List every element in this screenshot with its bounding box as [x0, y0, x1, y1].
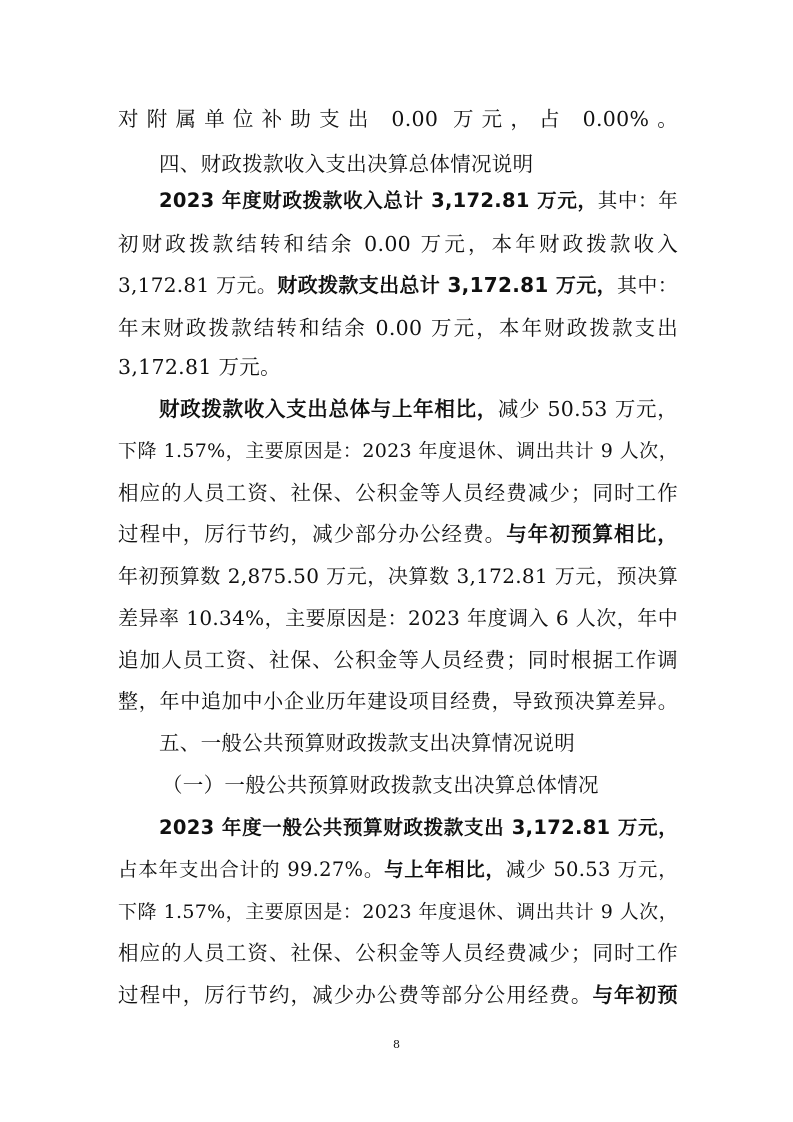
- paragraph-line: 2023 年度财政拨款收入总计 3,172.81 万元，其中：年: [159, 189, 678, 212]
- paragraph-line: 整，年中追加中小企业历年建设项目经费，导致预决算差异。: [118, 689, 678, 713]
- paragraph-line: 相应的人员工资、社保、公积金等人员经费减少；同时工作: [118, 941, 678, 965]
- paragraph-line: 差异率 10.34%，主要原因是：2023 年度调入 6 人次，年中: [118, 606, 678, 630]
- page-number: 8: [393, 1038, 400, 1051]
- section-heading-4: 四、财政拨款收入支出决算总体情况说明: [159, 152, 534, 176]
- paragraph-line: 过程中，厉行节约，减少办公费等部分公用经费。与年初预: [118, 983, 678, 1007]
- paragraph-line: 年末财政拨款结转和结余 0.00 万元，本年财政拨款支出: [118, 316, 678, 340]
- paragraph-line: 3,172.81 万元。: [118, 355, 281, 379]
- paragraph-line: 3,172.81 万元。财政拨款支出总计 3,172.81 万元，其中：: [118, 273, 678, 297]
- paragraph-line: 占本年支出合计的 99.27%。与上年相比，减少 50.53 万元，: [118, 858, 678, 881]
- paragraph-line: 下降 1.57%，主要原因是：2023 年度退休、调出共计 9 人次，: [118, 440, 678, 462]
- paragraph-line: 对附属单位补助支出 0.00 万元，占 0.00%。: [118, 107, 678, 131]
- paragraph-line: 相应的人员工资、社保、公积金等人员经费减少；同时工作: [118, 481, 678, 505]
- paragraph-line: 追加人员工资、社保、公积金等人员经费；同时根据工作调: [118, 648, 678, 672]
- paragraph-line: 过程中，厉行节约，减少部分办公经费。与年初预算相比，: [118, 522, 678, 546]
- paragraph-line: 下降 1.57%，主要原因是：2023 年度退休、调出共计 9 人次，: [118, 901, 678, 923]
- subsection-heading-1: （一）一般公共预算财政拨款支出决算总体情况: [162, 773, 599, 797]
- paragraph-line: 财政拨款收入支出总体与上年相比，减少 50.53 万元，: [159, 397, 678, 421]
- paragraph-line: 2023 年度一般公共预算财政拨款支出 3,172.81 万元，: [159, 816, 678, 839]
- paragraph-line: 初财政拨款结转和结余 0.00 万元，本年财政拨款收入: [118, 232, 678, 256]
- section-heading-5: 五、一般公共预算财政拨款支出决算情况说明: [159, 731, 575, 755]
- paragraph-line: 年初预算数 2,875.50 万元，决算数 3,172.81 万元，预决算: [118, 564, 678, 588]
